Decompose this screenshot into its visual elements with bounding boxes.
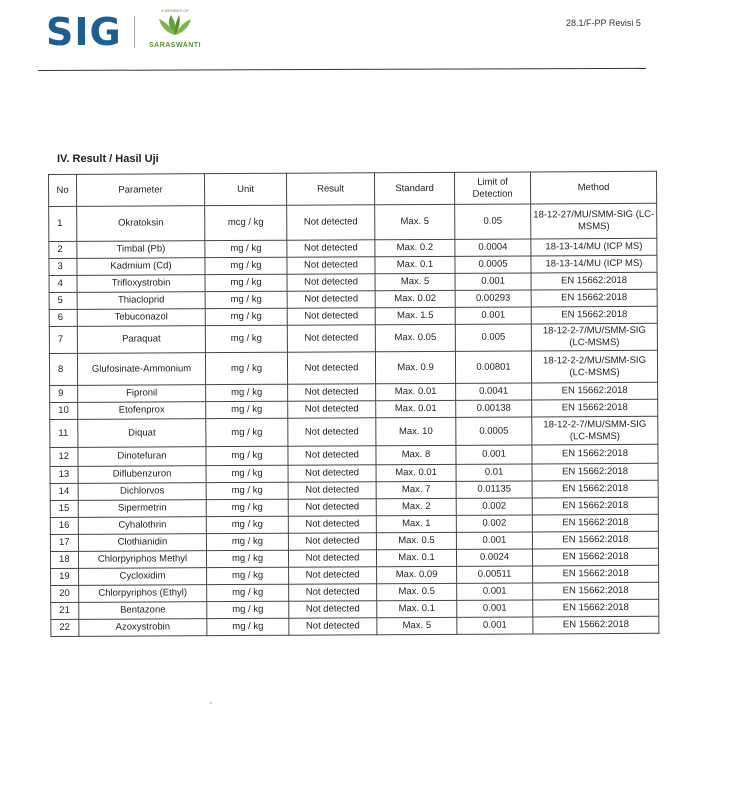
cell-standard: Max. 5 (375, 273, 455, 290)
cell-parameter: Dinotefuran (78, 447, 206, 467)
cell-parameter: Cycloxidim (79, 568, 207, 586)
cell-method: EN 15662:2018 (531, 306, 657, 324)
cell-parameter: Trifloxystrobin (77, 275, 205, 293)
cell-result: Not detected (289, 584, 377, 601)
cell-parameter: Fipronil (78, 385, 206, 403)
cell-lod: 0.01 (456, 464, 532, 481)
cell-parameter: Timbal (Pb) (77, 241, 205, 259)
cell-result: Not detected (287, 205, 375, 240)
cell-unit: mg / kg (205, 240, 287, 257)
col-header-unit: Unit (205, 173, 287, 205)
cell-no: 2 (49, 241, 77, 258)
cell-standard: Max. 0.01 (376, 464, 456, 481)
cell-parameter: Diflubenzuron (78, 466, 206, 484)
cell-unit: mcg / kg (205, 205, 287, 240)
cell-lod: 0.0004 (455, 239, 531, 256)
cell-result: Not detected (287, 325, 375, 352)
cell-standard: Max. 7 (376, 481, 456, 498)
cell-parameter: Dichlorvos (78, 483, 206, 501)
cell-unit: mg / kg (206, 533, 288, 550)
cell-standard: Max. 0.1 (375, 256, 455, 273)
cell-method: EN 15662:2018 (531, 289, 657, 307)
cell-method: 18-12-2-7/MU/SMM-SIG (LC-MSMS) (531, 323, 657, 351)
cell-lod: 0.001 (457, 600, 533, 617)
cell-lod: 0.001 (455, 307, 531, 324)
cell-lod: 0.00511 (457, 566, 533, 583)
cell-method: 18-13-14/MU (ICP MS) (531, 238, 657, 256)
saraswanti-logo (145, 8, 205, 50)
cell-lod: 0.0024 (456, 549, 532, 566)
cell-parameter: Diquat (78, 419, 206, 448)
cell-result: Not detected (288, 499, 376, 516)
cell-lod: 0.005 (455, 324, 531, 351)
cell-no: 3 (49, 258, 77, 275)
cell-no: 18 (50, 551, 78, 568)
cell-standard: Max. 5 (377, 617, 457, 634)
cell-standard: Max. 0.01 (376, 400, 456, 417)
cell-no: 19 (51, 568, 79, 585)
cell-no: 6 (49, 309, 77, 326)
cell-method: 18-12-2-7/MU/SMM-SIG (LC-MSMS) (532, 416, 658, 445)
cell-no: 14 (50, 483, 78, 500)
cell-no: 9 (50, 385, 78, 402)
cell-standard: Max. 0.2 (375, 239, 455, 256)
cell-lod: 0.00801 (455, 351, 531, 383)
cell-method: EN 15662:2018 (533, 616, 659, 634)
cell-lod: 0.00293 (455, 290, 531, 307)
cell-standard: Max. 8 (376, 445, 456, 464)
cell-method: 18-13-14/MU (ICP MS) (531, 255, 657, 273)
cell-no: 8 (49, 353, 77, 385)
cell-no: 13 (50, 466, 78, 483)
cell-method: EN 15662:2018 (532, 444, 658, 464)
cell-method: EN 15662:2018 (532, 463, 658, 481)
cell-standard: Max. 2 (376, 498, 456, 515)
cell-method: 18-12-27/MU/SMM-SIG (LC-MSMS) (531, 203, 657, 239)
cell-no: 1 (49, 206, 77, 241)
cell-parameter: Okratoksin (77, 206, 205, 242)
cell-parameter: Sipermetrin (78, 500, 206, 518)
cell-unit: mg / kg (205, 352, 287, 384)
logo-divider (134, 16, 135, 48)
cell-unit: mg / kg (207, 584, 289, 601)
table-row (50, 416, 658, 447)
table-body (49, 203, 659, 636)
col-header-lod: Limit of Detection (454, 172, 530, 204)
cell-no: 16 (50, 517, 78, 534)
cell-lod: 0.01135 (456, 481, 532, 498)
cell-method: EN 15662:2018 (532, 399, 658, 417)
cell-method: EN 15662:2018 (532, 531, 658, 549)
cell-lod: 0.001 (457, 583, 533, 600)
cell-result: Not detected (288, 465, 376, 482)
cell-result: Not detected (288, 401, 376, 418)
table-row (51, 616, 659, 636)
cell-standard: Max. 0.5 (377, 583, 457, 600)
cell-unit: mg / kg (205, 291, 287, 308)
cell-standard: Max. 0.01 (376, 383, 456, 400)
cell-parameter: Paraquat (77, 326, 205, 354)
cell-lod: 0.002 (456, 498, 532, 515)
cell-result: Not detected (288, 550, 376, 567)
cell-unit: mg / kg (206, 384, 288, 401)
cell-unit: mg / kg (205, 274, 287, 291)
table-row (49, 323, 657, 353)
cell-unit: mg / kg (206, 482, 288, 499)
cell-standard: Max. 0.05 (375, 324, 455, 351)
cell-no: 21 (51, 602, 79, 619)
cell-no: 12 (50, 447, 78, 466)
cell-parameter: Clothianidin (78, 534, 206, 552)
cell-unit: mg / kg (206, 418, 288, 446)
cell-standard: Max. 10 (376, 417, 456, 445)
cell-result: Not detected (288, 482, 376, 499)
cell-method: EN 15662:2018 (533, 565, 659, 583)
col-header-standard: Standard (374, 172, 454, 204)
cell-lod: 0.00138 (456, 400, 532, 417)
header-rule (38, 68, 646, 71)
cell-standard: Max. 0.1 (377, 600, 457, 617)
cell-standard: Max. 5 (375, 204, 455, 239)
cell-result: Not detected (288, 446, 376, 465)
cell-no: 22 (51, 619, 79, 636)
cell-unit: mg / kg (207, 567, 289, 584)
cell-no: 10 (50, 402, 78, 419)
cell-result: Not detected (287, 274, 375, 291)
col-header-result: Result (286, 173, 374, 205)
cell-method: 18-12-2-2/MU/SMM-SIG (LC-MSMS) (531, 350, 657, 383)
scan-speck (210, 702, 212, 704)
col-header-parameter: Parameter (77, 174, 205, 207)
cell-standard: Max. 0.09 (377, 566, 457, 583)
cell-lod: 0.001 (457, 617, 533, 634)
cell-method: EN 15662:2018 (532, 480, 658, 498)
cell-method: EN 15662:2018 (532, 497, 658, 515)
table-row (49, 203, 657, 241)
cell-result: Not detected (288, 418, 376, 446)
cell-no: 11 (50, 419, 78, 447)
cell-parameter: Chlorpyriphos Methyl (78, 551, 206, 569)
cell-result: Not detected (289, 567, 377, 584)
cell-lod: 0.002 (456, 515, 532, 532)
cell-parameter: Thiacloprid (77, 292, 205, 310)
cell-result: Not detected (287, 308, 375, 325)
cell-standard: Max. 1.5 (375, 307, 455, 324)
cell-unit: mg / kg (206, 499, 288, 516)
cell-no: 15 (50, 500, 78, 517)
saraswanti-tagline: A MEMBER OF (161, 8, 189, 13)
cell-no: 4 (49, 275, 77, 292)
cell-standard: Max. 0.02 (375, 290, 455, 307)
cell-method: EN 15662:2018 (531, 272, 657, 290)
cell-standard: Max. 0.9 (375, 351, 455, 383)
cell-unit: mg / kg (206, 465, 288, 482)
cell-method: EN 15662:2018 (533, 582, 659, 600)
cell-lod: 0.0041 (456, 383, 532, 400)
cell-method: EN 15662:2018 (532, 514, 658, 532)
col-header-no: No (49, 174, 77, 206)
cell-result: Not detected (287, 352, 375, 384)
cell-lod: 0.001 (456, 532, 532, 549)
result-table (48, 171, 659, 637)
cell-parameter: Tebuconazol (77, 309, 205, 327)
col-header-method: Method (530, 171, 656, 204)
cell-parameter: Azoxystrobin (79, 619, 207, 637)
cell-standard: Max. 0.1 (376, 549, 456, 566)
cell-unit: mg / kg (206, 550, 288, 567)
cell-no: 7 (49, 326, 77, 353)
cell-result: Not detected (287, 257, 375, 274)
saraswanti-name: SARASWANTI (148, 42, 202, 49)
cell-lod: 0.0005 (456, 417, 532, 445)
cell-lod: 0.0005 (455, 256, 531, 273)
cell-result: Not detected (287, 291, 375, 308)
cell-parameter: Cyhalothrin (78, 517, 206, 535)
cell-unit: mg / kg (207, 618, 289, 635)
cell-unit: mg / kg (207, 601, 289, 618)
cell-parameter: Kadmium (Cd) (77, 258, 205, 276)
cell-standard: Max. 0.5 (376, 532, 456, 549)
cell-unit: mg / kg (206, 401, 288, 418)
cell-unit: mg / kg (205, 257, 287, 274)
cell-method: EN 15662:2018 (532, 548, 658, 566)
cell-result: Not detected (289, 618, 377, 635)
cell-no: 17 (50, 534, 78, 551)
cell-unit: mg / kg (206, 446, 288, 465)
cell-unit: mg / kg (206, 516, 288, 533)
cell-parameter: Bentazone (79, 602, 207, 620)
cell-unit: mg / kg (205, 308, 287, 325)
cell-parameter: Chlorpyriphos (Ethyl) (79, 585, 207, 603)
cell-lod: 0.001 (456, 445, 532, 464)
cell-result: Not detected (288, 516, 376, 533)
cell-result: Not detected (288, 533, 376, 550)
cell-result: Not detected (289, 601, 377, 618)
cell-no: 20 (51, 585, 79, 602)
cell-result: Not detected (288, 384, 376, 401)
cell-result: Not detected (287, 240, 375, 257)
cell-parameter: Etofenprox (78, 402, 206, 420)
cell-unit: mg / kg (205, 325, 287, 352)
section-title: IV. Result / Hasil Uji (57, 153, 159, 165)
cell-standard: Max. 1 (376, 515, 456, 532)
document-reference: 28.1/F-PP Revisi 5 (566, 18, 641, 28)
cell-method: EN 15662:2018 (532, 382, 658, 400)
cell-lod: 0.05 (455, 204, 531, 239)
sig-logo: SIG (46, 10, 122, 54)
cell-lod: 0.001 (455, 273, 531, 290)
leaf-icon (155, 13, 195, 37)
cell-parameter: Glufosinate-Ammonium (77, 353, 205, 386)
table-header-row (49, 171, 657, 206)
cell-method: EN 15662:2018 (533, 599, 659, 617)
table-row (49, 350, 657, 385)
cell-no: 5 (49, 292, 77, 309)
